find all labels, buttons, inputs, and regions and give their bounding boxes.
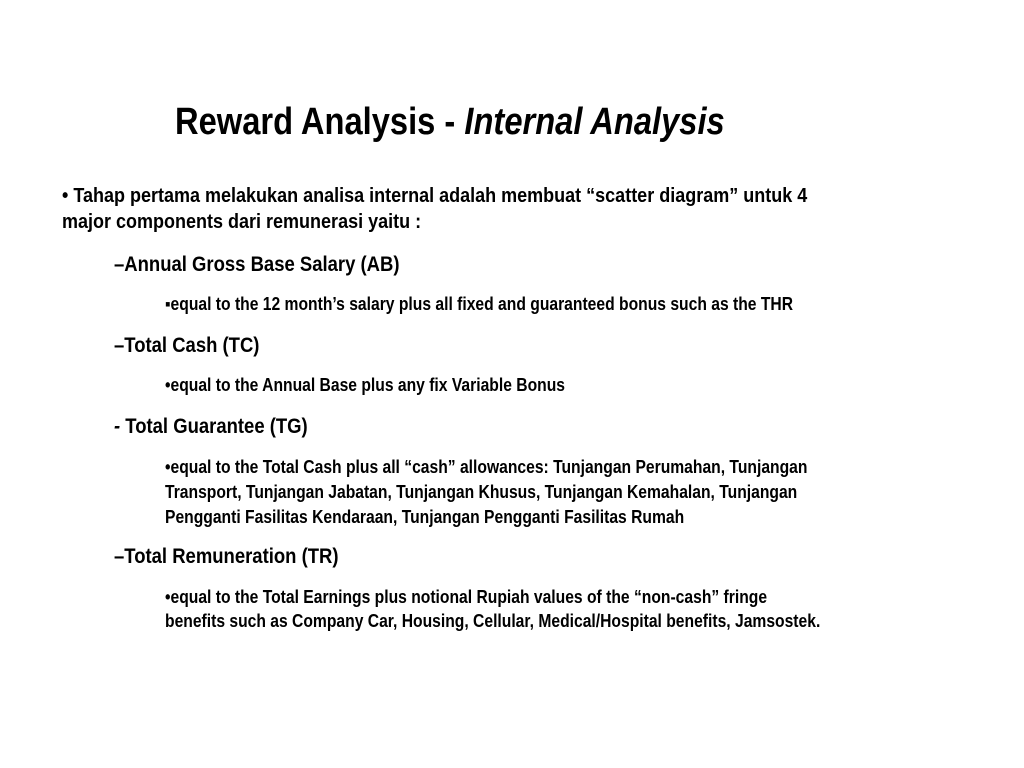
section-detail-tr-2 xyxy=(165,609,820,633)
section-dash: – xyxy=(114,253,125,276)
section-heading-tr xyxy=(114,544,339,570)
section-detail-text: equal to the Total Cash plus all “cash” allowances: Tunjangan Perumahan, Tunjangan xyxy=(170,457,808,477)
intro-text-1: Tahap pertama melakukan analisa internal adalah membuat “scatter diagram” untuk 4 xyxy=(68,185,808,207)
intro-line-2 xyxy=(62,209,421,235)
section-bullet: ▪ xyxy=(165,294,171,314)
section-dash: – xyxy=(114,545,125,568)
intro-line-1 xyxy=(62,183,807,209)
title-italic: Internal Analysis xyxy=(464,101,725,143)
section-detail-tg-2 xyxy=(165,480,797,504)
section-dash: - xyxy=(114,415,126,438)
section-heading-tc xyxy=(114,333,259,359)
section-detail-tc xyxy=(165,373,565,397)
intro-bullet: • xyxy=(62,185,69,207)
section-detail-text: equal to the Annual Base plus any fix Variable Bonus xyxy=(170,375,565,395)
section-detail-ab xyxy=(165,292,793,316)
title-main: Reward Analysis - xyxy=(175,101,465,143)
section-dash: – xyxy=(114,334,125,357)
section-detail-text: equal to the Total Earnings plus notional Rupiah values of the “non-cash” fringe xyxy=(170,587,768,607)
section-detail-text: Transport, Tunjangan Jabatan, Tunjangan Khusus, Tunjangan Kemahalan, Tunjangan xyxy=(165,482,798,502)
section-heading-ab xyxy=(114,252,400,278)
section-detail-text: equal to the 12 month’s salary plus all fixed and guaranteed bonus such as the THR xyxy=(170,294,794,314)
section-heading-tg xyxy=(114,414,308,440)
section-detail-tg-1 xyxy=(165,455,807,479)
section-detail-tg-3 xyxy=(165,505,684,529)
section-detail-text: benefits such as Company Car, Housing, Cellular, Medical/Hospital benefits, Jamsostek. xyxy=(165,611,821,631)
section-heading-text: Annual Gross Base Salary (AB) xyxy=(124,253,400,276)
intro-text-2: major components dari remunerasi yaitu : xyxy=(62,211,422,233)
section-bullet: • xyxy=(165,375,171,395)
section-heading-text: Total Remuneration (TR) xyxy=(124,545,339,568)
section-heading-text: Total Cash (TC) xyxy=(124,334,260,357)
section-detail-text: Pengganti Fasilitas Kendaraan, Tunjangan Pengganti Fasilitas Rumah xyxy=(165,507,685,527)
section-bullet: • xyxy=(165,587,171,607)
section-detail-tr-1 xyxy=(165,585,767,609)
section-bullet: • xyxy=(165,457,171,477)
slide-title xyxy=(175,98,863,146)
section-heading-text: Total Guarantee (TG) xyxy=(125,415,308,438)
